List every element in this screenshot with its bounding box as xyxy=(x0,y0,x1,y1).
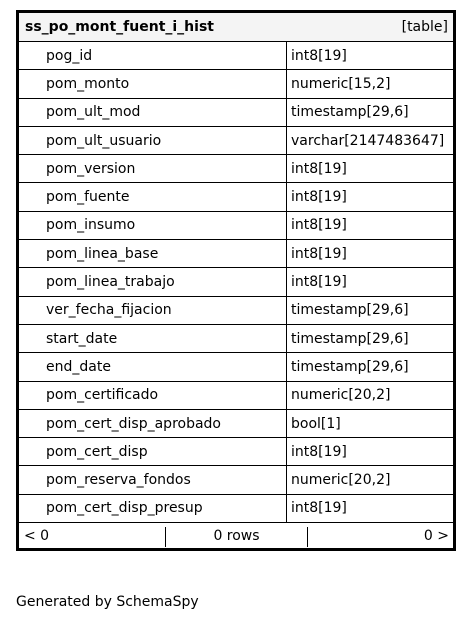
table-footer xyxy=(19,523,453,548)
column-type: numeric[20,2] xyxy=(291,472,391,489)
column-row[interactable] xyxy=(19,353,453,381)
column-name: pom_linea_trabajo xyxy=(19,268,287,295)
column-row[interactable] xyxy=(19,268,453,296)
column-row[interactable] xyxy=(19,183,453,211)
column-row[interactable] xyxy=(19,466,453,494)
row-count: 0 rows xyxy=(213,527,260,544)
column-name: pom_ult_mod xyxy=(19,99,287,126)
column-type: numeric[15,2] xyxy=(291,75,391,92)
column-row[interactable] xyxy=(19,212,453,240)
table-kind-label: [table] xyxy=(401,19,448,35)
column-name: pom_version xyxy=(19,155,287,182)
column-name: pom_monto xyxy=(19,70,287,97)
children-count[interactable]: 0 > xyxy=(423,527,449,544)
column-row[interactable] xyxy=(19,127,453,155)
column-name: pom_insumo xyxy=(19,212,287,239)
column-row[interactable] xyxy=(19,155,453,183)
column-row[interactable] xyxy=(19,297,453,325)
column-row[interactable] xyxy=(19,410,453,438)
column-type: int8[19] xyxy=(291,274,347,291)
column-name: pom_cert_disp xyxy=(19,438,287,465)
column-name: pog_id xyxy=(19,42,287,69)
column-type: int8[19] xyxy=(291,47,347,64)
column-type: timestamp[29,6] xyxy=(291,330,409,347)
parents-count[interactable]: < 0 xyxy=(24,527,50,544)
column-row[interactable] xyxy=(19,70,453,98)
column-type: timestamp[29,6] xyxy=(291,358,409,375)
column-row[interactable] xyxy=(19,240,453,268)
column-type: numeric[20,2] xyxy=(291,387,391,404)
column-type: int8[19] xyxy=(291,245,347,262)
table-name[interactable]: ss_po_mont_fuent_i_hist xyxy=(25,19,214,35)
column-type: int8[19] xyxy=(291,217,347,234)
column-list xyxy=(19,42,453,523)
table-entity-box xyxy=(16,10,456,551)
column-name: pom_cert_disp_aprobado xyxy=(19,410,287,437)
column-row[interactable] xyxy=(19,42,453,70)
column-row[interactable] xyxy=(19,495,453,523)
generated-by-label: Generated by SchemaSpy xyxy=(16,594,199,610)
column-row[interactable] xyxy=(19,325,453,353)
column-type: varchar[2147483647] xyxy=(291,132,445,149)
column-row[interactable] xyxy=(19,382,453,410)
column-name: ver_fecha_fijacion xyxy=(19,297,287,324)
column-type: timestamp[29,6] xyxy=(291,104,409,121)
column-row[interactable] xyxy=(19,99,453,127)
column-type: int8[19] xyxy=(291,189,347,206)
column-type: int8[19] xyxy=(291,160,347,177)
column-name: end_date xyxy=(19,353,287,380)
column-name: pom_cert_disp_presup xyxy=(19,495,287,522)
column-type: timestamp[29,6] xyxy=(291,302,409,319)
column-type: int8[19] xyxy=(291,500,347,517)
column-name: pom_fuente xyxy=(19,183,287,210)
column-name: pom_reserva_fondos xyxy=(19,466,287,493)
table-header xyxy=(19,13,453,42)
column-type: bool[1] xyxy=(291,415,341,432)
column-name: pom_ult_usuario xyxy=(19,127,287,154)
column-row[interactable] xyxy=(19,438,453,466)
column-type: int8[19] xyxy=(291,443,347,460)
column-name: start_date xyxy=(19,325,287,352)
column-name: pom_linea_base xyxy=(19,240,287,267)
column-name: pom_certificado xyxy=(19,382,287,409)
